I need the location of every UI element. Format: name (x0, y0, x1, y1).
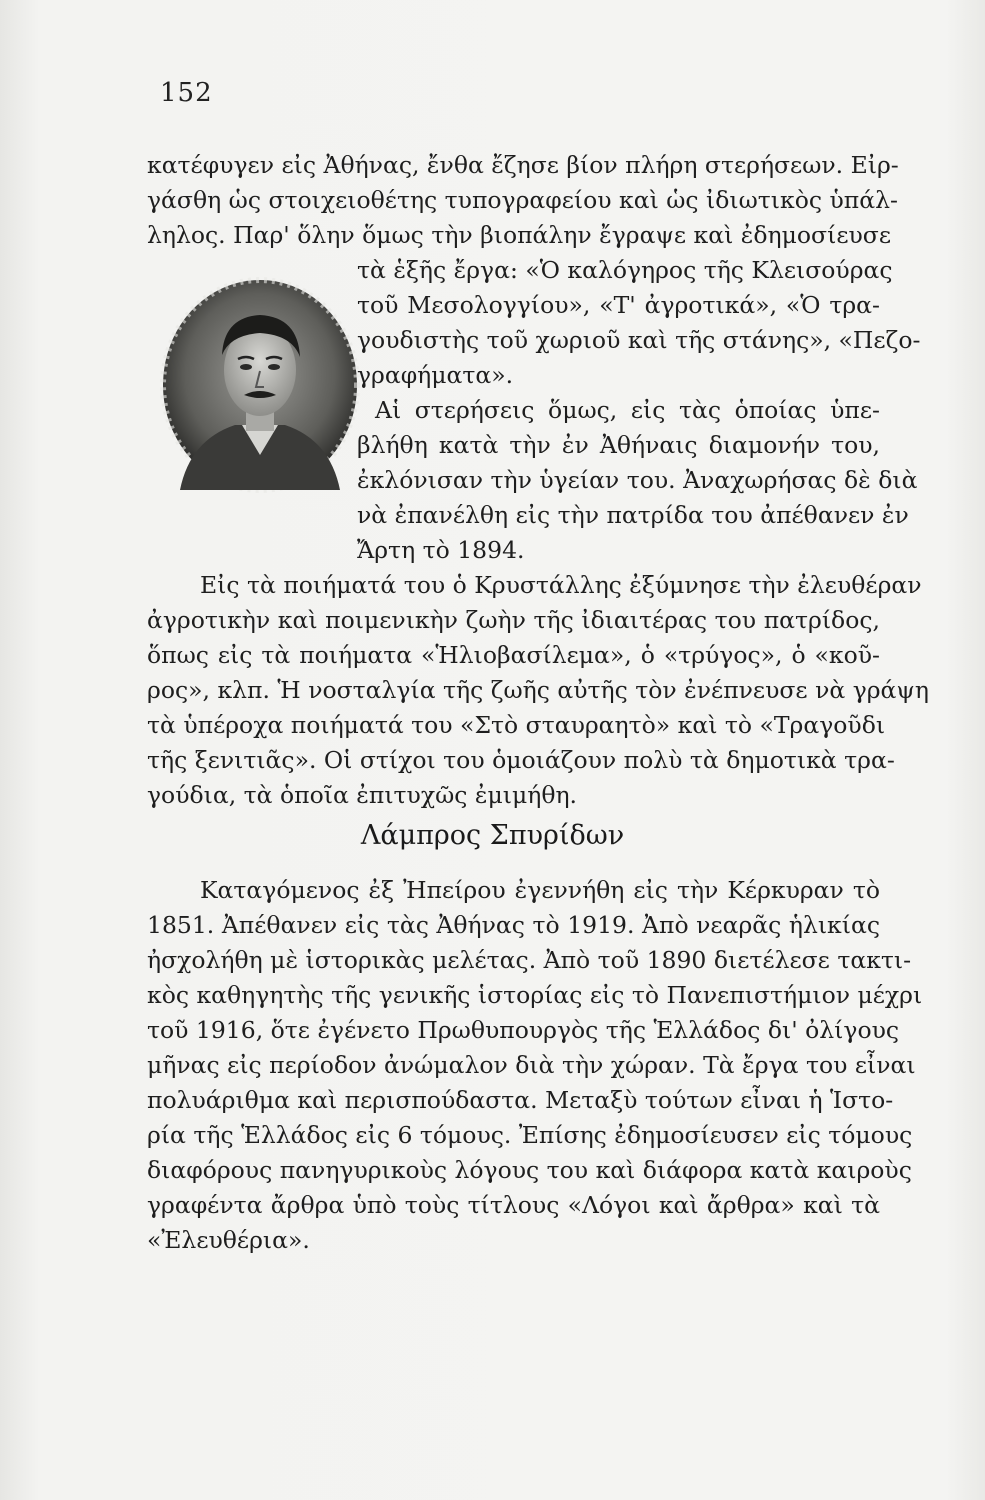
paragraph-line: τὰ ἑξῆς ἔργα: «Ὁ καλόγηρος τῆς Κλεισούρας (357, 256, 893, 284)
paragraph-line: τοῦ 1916, ὅτε ἐγένετο Πρωθυπουργὸς τῆς Ἑλλάδος δι' ὀλίγους (147, 1016, 900, 1044)
paragraph-line: τῆς ξενιτιᾶς». Οἱ στίχοι του ὁμοιάζουν πολὺ τὰ δημοτικὰ τρα- (147, 746, 895, 774)
paragraph-line: τὰ ὑπέροχα ποιήματά του «Στὸ σταυραητὸ» καὶ τὸ «Τραγοῦδι (147, 711, 886, 739)
paragraph-line: γραφέντα ἄρθρα ὑπὸ τοὺς τίτλους «Λόγοι καὶ ἄρθρα» καὶ τὰ (147, 1191, 880, 1219)
section-heading: Λάμπρος Σπυρίδων (360, 820, 625, 851)
paragraph-line: γουδιστὴς τοῦ χωριοῦ καὶ τῆς στάνης», «Πεζο- (357, 326, 921, 354)
paragraph-line: ἐκλόνισαν τὴν ὑγείαν του. Ἀναχωρήσας δὲ διὰ (357, 466, 918, 494)
paragraph-line: Εἰς τὰ ποιήματά του ὁ Κρυστάλλης ἐξύμνησε τὴν ἐλευθέραν (200, 571, 922, 599)
paragraph-line: μῆνας εἰς περίοδον ἀνώμαλον διὰ τὴν χώραν. Τὰ ἔργα του εἶναι (147, 1051, 916, 1079)
paragraph-line: διαφόρους πανηγυρικοὺς λόγους του καὶ διάφορα κατὰ καιροὺς (147, 1156, 912, 1184)
paragraph-line: γάσθη ὡς στοιχειοθέτης τυπογραφείου καὶ ὡς ἰδιωτικὸς ὑπάλ- (147, 186, 898, 214)
paragraph-line: «Ἐλευθέρια». (147, 1226, 310, 1254)
paragraph-line: ληλος. Παρ' ὅλην ὅμως τὴν βιοπάλην ἔγραψε καὶ ἐδημοσίευσε (147, 221, 891, 249)
paragraph-line: γραφήματα». (357, 361, 514, 389)
paragraph-line: Ἄρτη τὸ 1894. (357, 536, 525, 564)
paragraph-line: τοῦ Μεσολογγίου», «Τ' ἀγροτικά», «Ὁ τρα- (357, 291, 880, 319)
paragraph-line: ὅπως εἰς τὰ ποιήματα «Ἡλιοβασίλεμα», ὁ «τρύγος», ὁ «κοῦ- (147, 641, 880, 669)
paragraph-line: κατέφυγεν εἰς Ἀθήνας, ἔνθα ἔζησε βίον πλήρη στερήσεων. Εἰρ- (147, 151, 899, 179)
page-number: 152 (160, 78, 213, 108)
paragraph-line: ρος», κλπ. Ἡ νοσταλγία τῆς ζωῆς αὐτῆς τὸν ἐνέπνευσε νὰ γράψη (147, 676, 929, 704)
paragraph-line: γούδια, τὰ ὁποῖα ἐπιτυχῶς ἐμιμήθη. (147, 781, 578, 809)
portrait-photo-icon (160, 275, 360, 495)
paragraph-line: ἀγροτικὴν καὶ ποιμενικὴν ζωὴν τῆς ἰδιαιτέρας του πατρίδος, (147, 606, 880, 634)
paragraph-line: Καταγόμενος ἐξ Ἠπείρου ἐγεννήθη εἰς τὴν Κέρκυραν τὸ (200, 876, 880, 904)
paragraph-line: νὰ ἐπανέλθη εἰς τὴν πατρίδα του ἀπέθανεν ἐν (357, 501, 909, 529)
paragraph-line: Αἱ στερήσεις ὅμως, εἰς τὰς ὁποίας ὑπε- (375, 396, 880, 424)
paragraph-line: 1851. Ἀπέθανεν εἰς τὰς Ἀθήνας τὸ 1919. Ἀπὸ νεαρᾶς ἡλικίας (147, 911, 880, 939)
paragraph-line: ἠσχολήθη μὲ ἱστορικὰς μελέτας. Ἀπὸ τοῦ 1890 διετέλεσε τακτι- (147, 946, 912, 974)
paragraph-line: πολυάριθμα καὶ περισπούδαστα. Μεταξὺ τούτων εἶναι ἡ Ἱστο- (147, 1086, 894, 1114)
paragraph-line: κὸς καθηγητὴς τῆς γενικῆς ἱστορίας εἰς τὸ Πανεπιστήμιον μέχρι (147, 981, 923, 1009)
paragraph-line: βλήθη κατὰ τὴν ἐν Ἀθήναις διαμονήν του, (357, 431, 880, 459)
paragraph-line: ρία τῆς Ἑλλάδος εἰς 6 τόμους. Ἐπίσης ἐδημοσίευσεν εἰς τόμους (147, 1121, 913, 1149)
